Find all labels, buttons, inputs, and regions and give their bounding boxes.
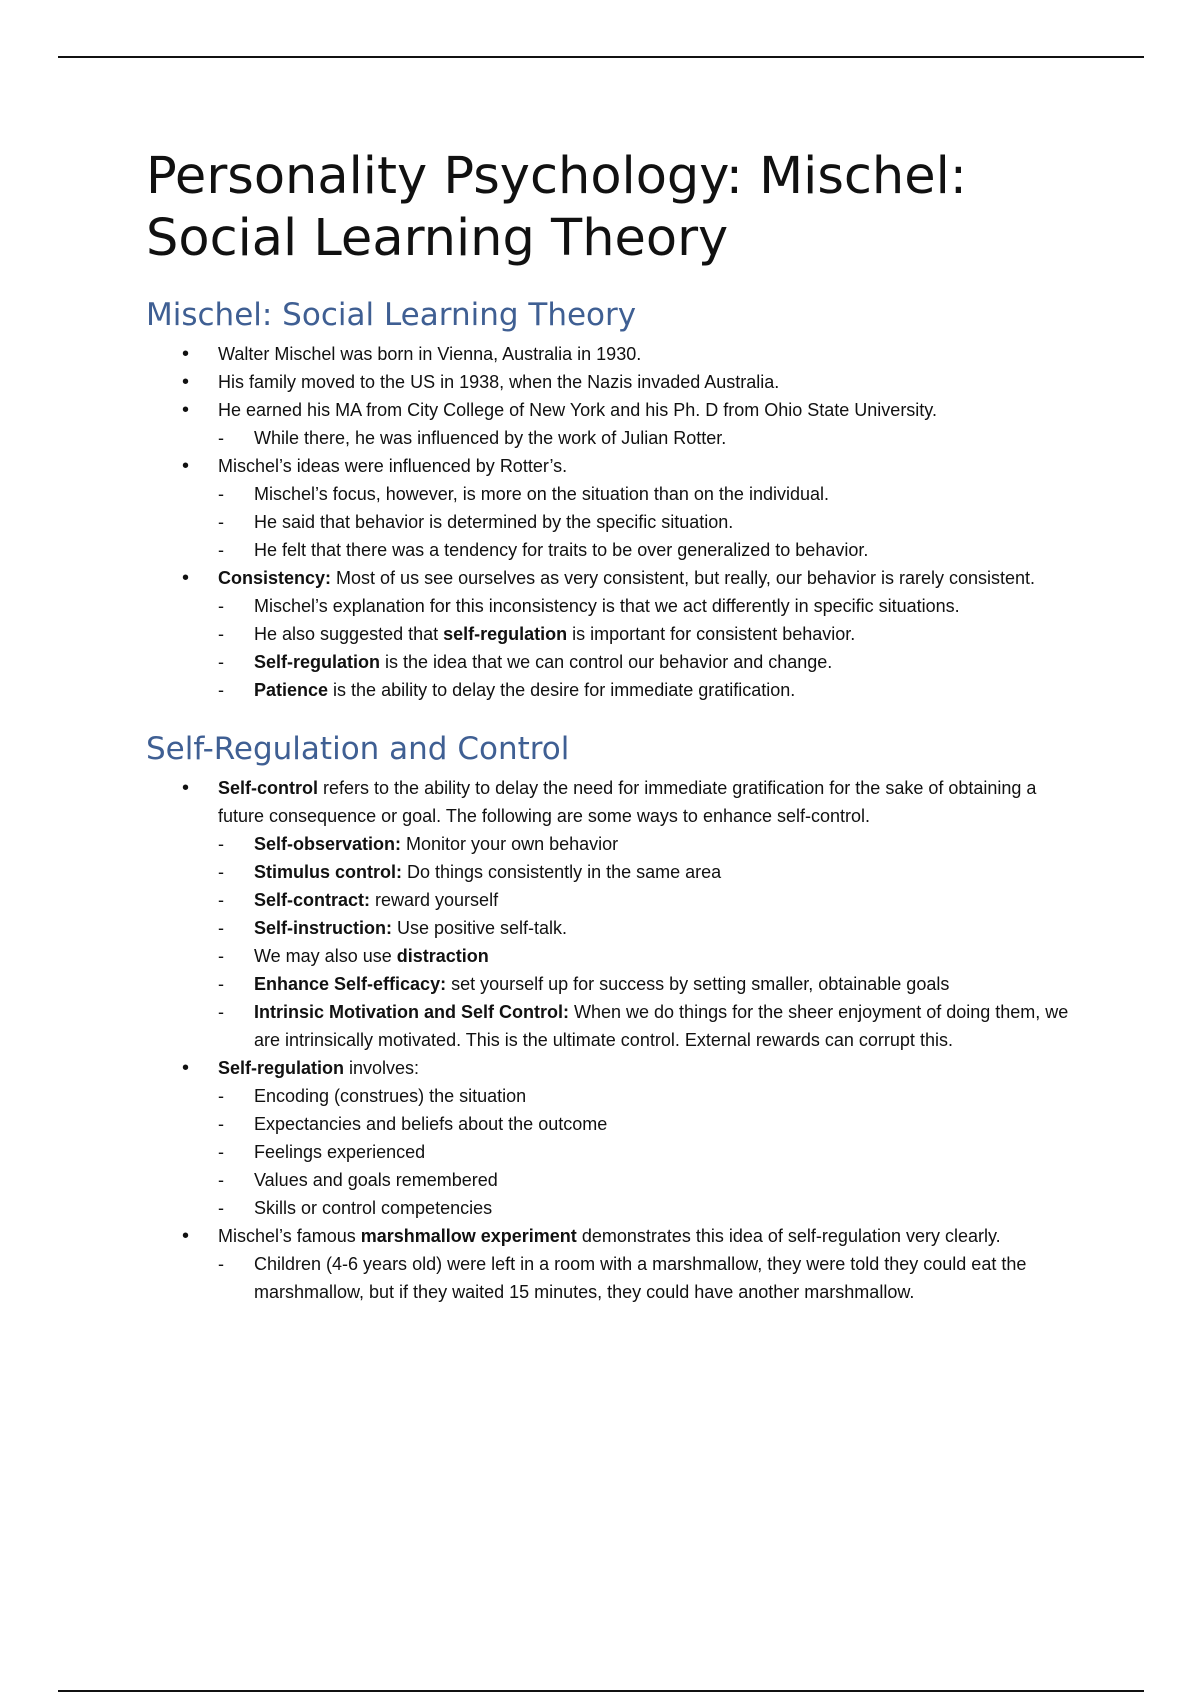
sub-list-item: - Children (4-6 years old) were left in a room with a marshmallow, they were told they could eat the marshmallow, but if they waited 15 minutes, they could have another marshmallow. [218, 1250, 1086, 1306]
document-body [146, 146, 1086, 1306]
self-regulation-list [146, 774, 1086, 1306]
sub-list-item: - Stimulus control: Do things consistently in the same area [218, 858, 1086, 886]
sub-list-item: - Encoding (construes) the situation [218, 1082, 1086, 1110]
section-heading-social-learning: Mischel: Social Learning Theory [146, 297, 637, 333]
sub-list-item: - Self-observation: Monitor your own behavior [218, 830, 1086, 858]
sub-list-item: - Mischel’s explanation for this inconsistency is that we act differently in specific situations. [218, 592, 1086, 620]
list-item: • Self-regulation involves: - Encoding (construes) the situation - Expectancies and beliefs about the outcome - Feelings experienced - Values and goals remembered - Skills or control competencies [146, 1054, 1086, 1222]
sub-list-item: - Self-regulation is the idea that we can control our behavior and change. [218, 648, 1086, 676]
list-item: • Mischel’s famous marshmallow experiment demonstrates this idea of self-regulation very clearly. - Children (4-6 years old) were left in a room with a marshmallow, they were told they could eat the marshmallow, but if they waited 15 minutes, they could have another marshmallow. [146, 1222, 1086, 1306]
section-heading-self-regulation: Self-Regulation and Control [146, 731, 570, 767]
sub-list-item: - While there, he was influenced by the work of Julian Rotter. [218, 424, 1086, 452]
sub-list-item: - He said that behavior is determined by the specific situation. [218, 508, 1086, 536]
list-item: • Mischel’s ideas were influenced by Rotter’s. - Mischel’s focus, however, is more on the situation than on the individual. - He said that behavior is determined by the specific situation. - He felt that there was a tendency for traits to be over generalized to behavior. [146, 452, 1086, 564]
list-item: • Self-control refers to the ability to delay the need for immediate gratification for the sake of obtaining a future consequence or goal. The following are some ways to enhance self-control. - Self-observation: Monitor your own behavior - Stimulus control: Do things consistently in the same area - Self-contract: reward yourself - Self-instruction: Use positive self-talk. - We may also use distraction - Enhance Self-efficacy: set yourself up for success by setting smaller, obtainable goals - Intrinsic Motivation and Self Control: When we do things for the sheer enjoyment of doing them, we are intrinsically motivated. This is the ultimate control. External rewards can corrupt this. [146, 774, 1086, 1054]
sub-list-item: - Expectancies and beliefs about the outcome [218, 1110, 1086, 1138]
sub-list-item: - Intrinsic Motivation and Self Control: When we do things for the sheer enjoyment of doing them, we are intrinsically motivated. This is the ultimate control. External rewards can corrupt this. [218, 998, 1086, 1054]
sub-list [218, 480, 1086, 564]
sub-list [218, 1250, 1086, 1306]
sub-list [218, 1082, 1086, 1222]
sub-list-item: - Self-contract: reward yourself [218, 886, 1086, 914]
sub-list [218, 830, 1086, 1054]
sub-list-item: - Patience is the ability to delay the desire for immediate gratification. [218, 676, 1086, 704]
sub-list [218, 592, 1086, 704]
sub-list-item: - We may also use distraction [218, 942, 1086, 970]
sub-list [218, 424, 1086, 452]
sub-list-item: - He also suggested that self-regulation is important for consistent behavior. [218, 620, 1086, 648]
list-item: • His family moved to the US in 1938, when the Nazis invaded Australia. [146, 368, 1086, 396]
sub-list-item: - Enhance Self-efficacy: set yourself up for success by setting smaller, obtainable goals [218, 970, 1086, 998]
document-title: Personality Psychology: Mischel: Social Learning Theory [146, 147, 967, 268]
list-item: • Consistency: Most of us see ourselves as very consistent, but really, our behavior is rarely consistent. - Mischel’s explanation for this inconsistency is that we act differently in specific situations. - He also suggested that self-regulation is important for consistent behavior. - Self-regulation is the idea that we can control our behavior and change. - Patience is the ability to delay the desire for immediate gratification. [146, 564, 1086, 704]
sub-list-item: - Values and goals remembered [218, 1166, 1086, 1194]
top-rule [58, 56, 1144, 58]
bottom-rule [58, 1690, 1144, 1692]
list-item: • Walter Mischel was born in Vienna, Australia in 1930. [146, 340, 1086, 368]
social-learning-list [146, 340, 1086, 704]
sub-list-item: - Skills or control competencies [218, 1194, 1086, 1222]
sub-list-item: - He felt that there was a tendency for traits to be over generalized to behavior. [218, 536, 1086, 564]
sub-list-item: - Self-instruction: Use positive self-talk. [218, 914, 1086, 942]
sub-list-item: - Feelings experienced [218, 1138, 1086, 1166]
list-item: • He earned his MA from City College of New York and his Ph. D from Ohio State University. - While there, he was influenced by the work of Julian Rotter. [146, 396, 1086, 452]
sub-list-item: - Mischel’s focus, however, is more on the situation than on the individual. [218, 480, 1086, 508]
